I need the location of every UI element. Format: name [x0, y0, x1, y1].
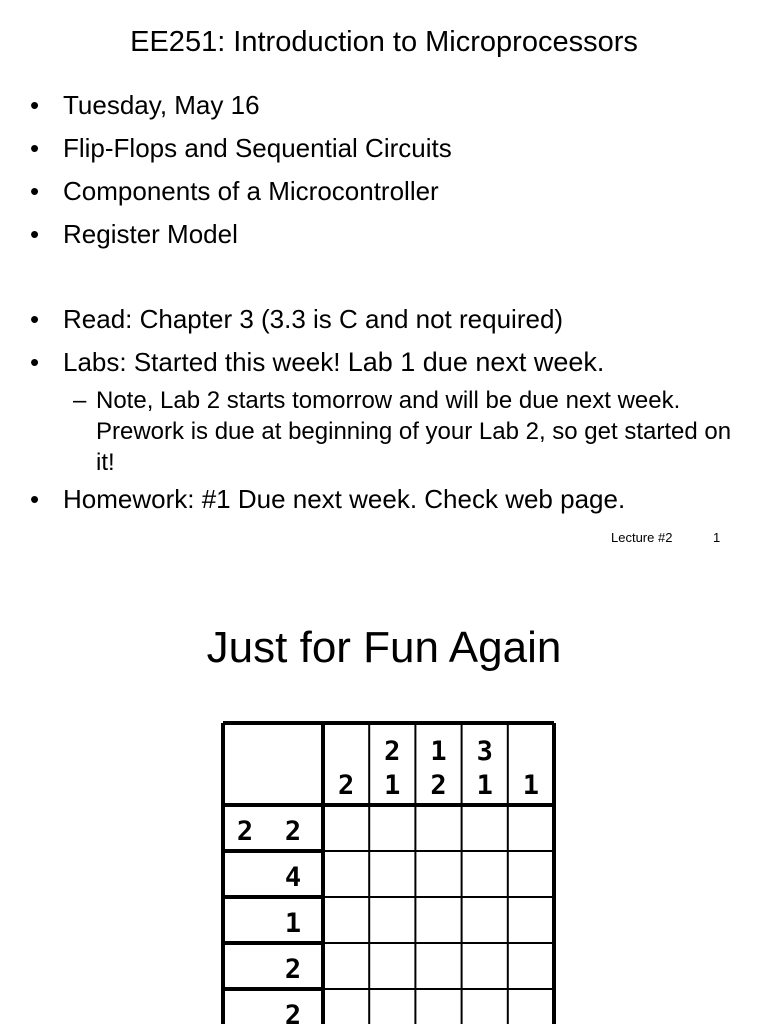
slide-2 [0, 560, 768, 1024]
homework-item [30, 478, 750, 521]
dash-icon: – [73, 387, 87, 414]
read-item [30, 298, 750, 341]
homework-text: Homework: #1 Due next week. Check web page. [63, 484, 626, 514]
page-number: 1 [713, 530, 721, 545]
row-clue: 2 [284, 816, 302, 847]
bullet-icon: • [30, 90, 40, 120]
bullet-icon: • [30, 484, 40, 514]
lab-note-text: Note, Lab 2 starts tomorrow and will be due next week. Prework is due at beginning of your Lab 2, so get started on it! [96, 387, 732, 476]
assignments-list [30, 298, 750, 384]
read-text: Read: Chapter 3 (3.3 is C and not required) [63, 304, 564, 334]
list-item [30, 84, 750, 127]
labs-emphasis-text: Lab 1 due next week. [347, 347, 605, 377]
topic-text: Flip-Flops and Sequential Circuits [63, 133, 452, 163]
bullet-icon: • [30, 347, 40, 377]
homework-list [30, 478, 750, 521]
list-item [30, 127, 750, 170]
column-clue: 1 [476, 770, 493, 801]
topics-list [30, 84, 750, 256]
labs-item [30, 341, 750, 384]
column-clue: 1 [522, 770, 540, 801]
slide-1-title: EE251: Introduction to Microprocessors [130, 26, 638, 58]
column-clue: 1 [384, 770, 401, 801]
lecture-label: Lecture #2 [611, 530, 673, 545]
nonogram-puzzle [0, 560, 768, 1024]
slide-2-title: Just for Fun Again [206, 623, 562, 672]
row-clue: 1 [284, 908, 302, 939]
list-item [30, 170, 750, 213]
row-clue: 4 [284, 862, 302, 893]
row-clue: 2 [284, 954, 302, 985]
lab-note [73, 385, 753, 478]
column-clue: 2 [384, 736, 401, 767]
bullet-icon: • [30, 219, 40, 249]
bullet-icon: • [30, 176, 40, 206]
row-clue: 2 [284, 1000, 302, 1024]
column-clue: 3 [476, 736, 493, 767]
topic-text: Components of a Microcontroller [63, 176, 439, 206]
list-item [30, 213, 750, 256]
row-clue: 2 [236, 816, 254, 847]
column-clue: 2 [337, 770, 355, 801]
labs-text: Labs: Started this week! [63, 347, 348, 377]
topic-text: Tuesday, May 16 [63, 90, 260, 120]
column-clue: 2 [430, 770, 447, 801]
bullet-icon: • [30, 304, 40, 334]
topic-text: Register Model [63, 219, 238, 249]
column-clue: 1 [430, 736, 447, 767]
bullet-icon: • [30, 133, 40, 163]
